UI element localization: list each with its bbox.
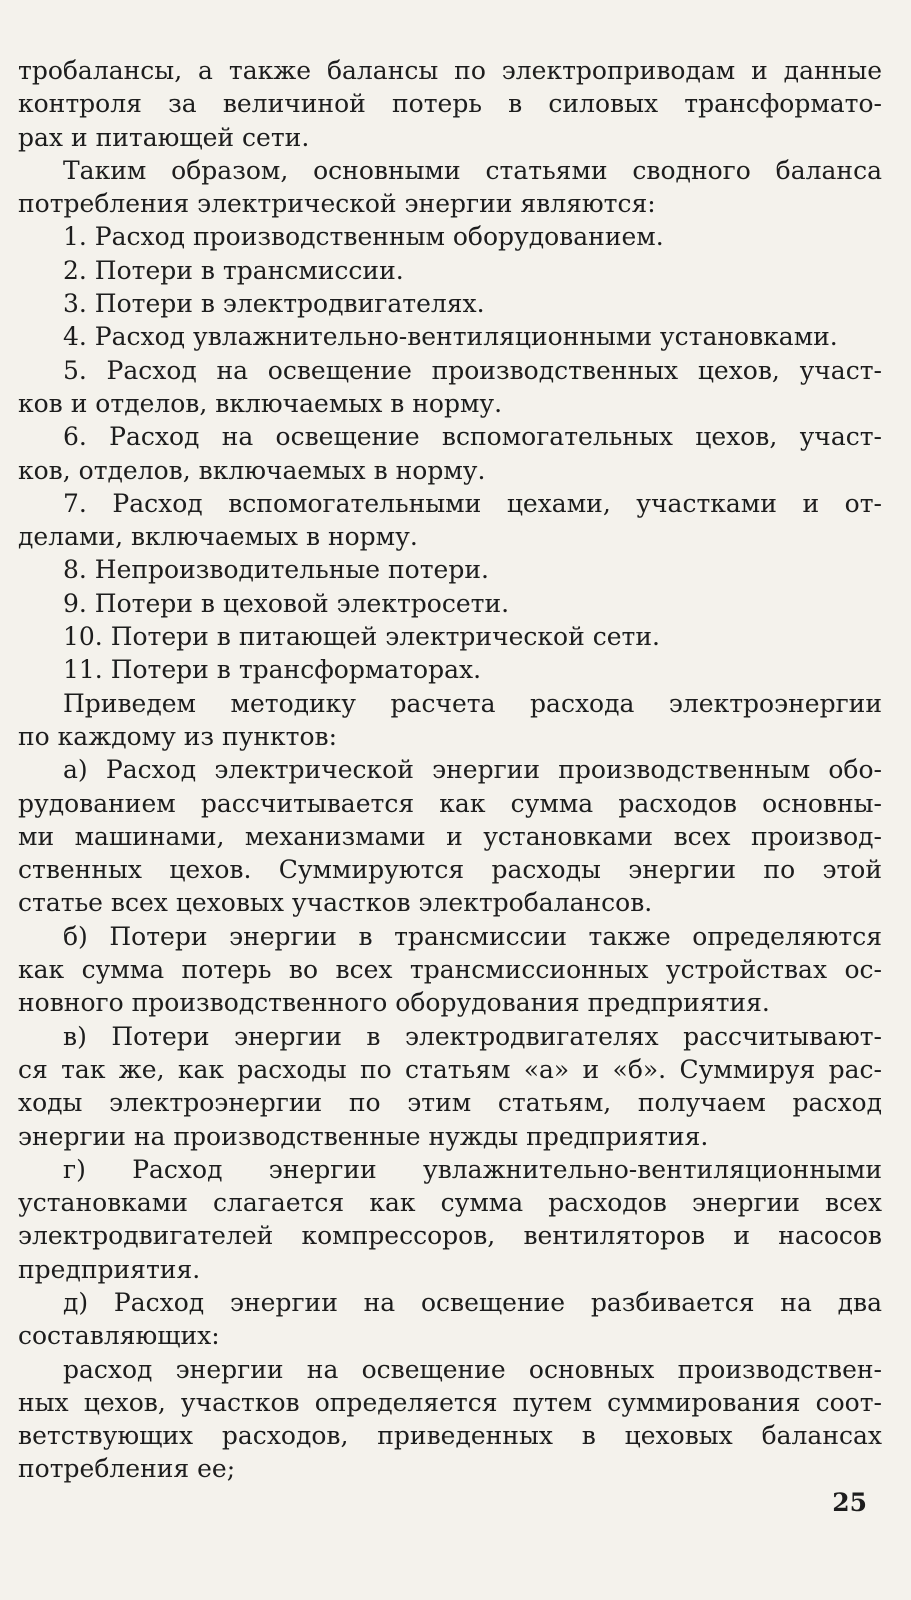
text-line: потребления ее; — [18, 1454, 236, 1484]
list-item-7: 7. Расход вспомогательными цехами, участками и от- — [63, 488, 882, 518]
page-number: 25 — [832, 1488, 867, 1517]
text-line: рудованием рассчитывается как сумма расходов основны- — [18, 788, 882, 818]
text-line: по каждому из пунктов: — [18, 721, 338, 751]
paragraph-a: а) Расход электрической энергии производственным обо- — [63, 755, 882, 785]
paragraph-d: д) Расход энергии на освещение разбивается на два — [63, 1287, 882, 1317]
paragraph-b: б) Потери энергии в трансмиссии также определяются — [63, 921, 882, 951]
list-item-1: 1. Расход производственным оборудованием. — [63, 222, 664, 252]
paragraph-first-line: Таким образом, основными статьями сводного баланса — [63, 155, 882, 185]
text-line: контроля за величиной потерь в силовых трансформато- — [18, 89, 882, 119]
body-text — [18, 54, 882, 1486]
text-line: статье всех цеховых участков электробалансов. — [18, 888, 653, 918]
text-line: ветствующих расходов, приведенных в цеховых балансах — [18, 1421, 882, 1451]
text-line: тробалансы, а также балансы по электроприводам и данные — [18, 56, 882, 85]
list-item-2: 2. Потери в трансмиссии. — [63, 255, 404, 285]
text-line: новного производственного оборудования предприятия. — [18, 988, 770, 1018]
text-line: потребления электрической энергии являются: — [18, 189, 656, 219]
text-line: ми машинами, механизмами и установками всех производ- — [18, 821, 882, 851]
list-item-5-continued: ков и отделов, включаемых в норму. — [18, 388, 503, 418]
paragraph-v: в) Потери энергии в электродвигателях рассчитывают- — [63, 1021, 882, 1051]
list-item-7-continued: делами, включаемых в норму. — [18, 522, 418, 552]
list-item-11: 11. Потери в трансформаторах. — [63, 655, 482, 685]
list-item-5: 5. Расход на освещение производственных цехов, участ- — [63, 355, 882, 385]
list-item-6: 6. Расход на освещение вспомогательных цехов, участ- — [63, 422, 882, 452]
list-item-3: 3. Потери в электродвигателях. — [63, 289, 485, 319]
text-line: установками слагается как сумма расходов энергии всех — [18, 1188, 882, 1218]
text-line: рах и питающей сети. — [18, 122, 310, 152]
text-line: ных цехов, участков определяется путем суммирования соот- — [18, 1387, 882, 1417]
text-line: ся так же, как расходы по статьям «а» и «б». Суммируя рас- — [18, 1054, 882, 1084]
text-line: энергии на производственные нужды предприятия. — [18, 1121, 709, 1151]
list-item-4: 4. Расход увлажнительно-вентиляционными установками. — [63, 322, 838, 352]
text-line: ственных цехов. Суммируются расходы энергии по этой — [18, 855, 882, 885]
list-item-10: 10. Потери в питающей электрической сети. — [63, 622, 660, 652]
list-item-8: 8. Непроизводительные потери. — [63, 555, 489, 585]
text-line: предприятия. — [18, 1254, 201, 1284]
text-line: как сумма потерь во всех трансмиссионных устройствах ос- — [18, 955, 882, 985]
list-item-6-continued: ков, отделов, включаемых в норму. — [18, 455, 486, 485]
list-item-9: 9. Потери в цеховой электросети. — [63, 588, 510, 618]
paragraph-first-line: Приведем методику расчета расхода электроэнергии — [63, 688, 882, 718]
paragraph-first-line: расход энергии на освещение основных производствен- — [63, 1354, 882, 1384]
text-line: электродвигателей компрессоров, вентиляторов и насосов — [18, 1221, 882, 1251]
paragraph-g: г) Расход энергии увлажнительно-вентиляционными — [63, 1154, 882, 1184]
text-line: составляющих: — [18, 1321, 220, 1351]
text-line: ходы электроэнергии по этим статьям, получаем расход — [18, 1088, 882, 1118]
